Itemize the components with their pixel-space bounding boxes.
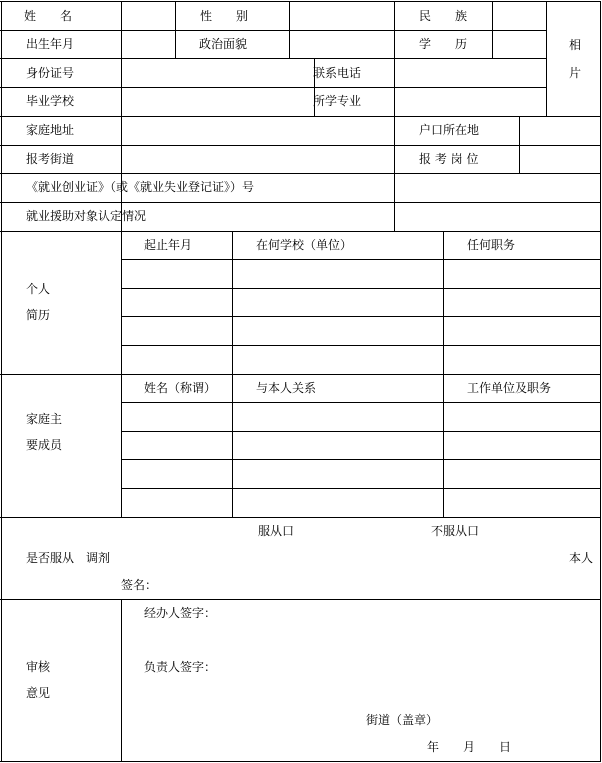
decline-adjustment-option[interactable]: 不服从口 [431,524,480,538]
grid-line [121,288,601,289]
graduate-school-label: 毕业学校 [26,94,75,108]
review-label-line2: 意见 [26,686,51,700]
resume-col-school: 在何学校（单位） [256,238,353,252]
street-label: 报考街道 [26,152,75,166]
grid-line [0,202,601,203]
grid-line [0,761,601,762]
resume-label-line2: 简历 [26,308,51,322]
resume-col-period: 起止年月 [144,238,193,252]
grid-line [175,1,176,59]
grid-line [0,145,601,146]
grid-line [289,1,290,59]
education-label: 学 历 [419,37,468,51]
grid-line [492,1,493,59]
family-label-line1: 家庭主 [26,412,63,426]
grid-line [121,459,601,460]
adjustment-label: 是否服从 调剂 [26,551,111,565]
handler-signature-label: 经办人签字： [144,606,217,620]
review-label-line1: 审核 [26,660,51,674]
id-number-label: 身份证号 [26,66,75,80]
grid-line [1,1,2,762]
grid-line [600,1,601,762]
grid-line [0,517,601,518]
grid-line [0,599,601,600]
family-label-line2: 要成员 [26,438,63,452]
signature-label: 签名： [121,578,158,592]
position-label: 报 考 岗 位 [419,152,479,166]
birth-date-label: 出生年月 [26,37,75,51]
grid-line [121,599,122,762]
grid-line [121,402,601,403]
grid-line [443,231,444,517]
grid-line [0,173,601,174]
resume-col-role: 任何职务 [467,238,516,252]
grid-line [232,231,233,517]
grid-line [394,1,395,232]
major-label: 所学专业 [313,94,362,108]
accept-adjustment-option[interactable]: 服从口 [258,524,295,538]
hukou-label: 户口所在地 [419,123,480,137]
gender-label: 性 别 [200,9,249,23]
photo-label-bottom: 片 [569,66,582,80]
family-col-relation: 与本人关系 [256,381,317,395]
grid-line [121,488,601,489]
home-address-label: 家庭地址 [26,123,75,137]
grid-line [0,30,547,31]
grid-line [546,1,547,117]
family-col-name: 姓名（称谓） [144,381,217,395]
grid-line [121,259,601,260]
leader-signature-label: 负责人签字： [144,660,217,674]
family-col-work: 工作单位及职务 [467,381,552,395]
grid-line [0,374,601,375]
grid-line [121,431,601,432]
political-status-label: 政治面貌 [199,37,248,51]
photo-label-top: 相 [569,38,582,52]
grid-line [519,116,520,174]
certificate-label: 《就业创业证》（或《就业失业登记证》）号 [26,180,255,194]
assistance-label: 就业援助对象认定情况 [26,209,147,223]
date-label: 年 月 日 [427,740,512,754]
street-seal-label: 街道（盖章） [366,713,439,727]
grid-line [0,116,601,117]
phone-label: 联系电话 [313,66,362,80]
grid-line [0,87,547,88]
self-label: 本人 [569,551,594,565]
grid-line [121,316,601,317]
grid-line [0,1,601,2]
grid-line [0,58,547,59]
grid-line [0,231,601,232]
grid-line [121,345,601,346]
name-label: 姓 名 [24,9,73,23]
ethnicity-label: 民 族 [419,9,468,23]
grid-line [121,1,122,518]
resume-label-line1: 个人 [26,282,51,296]
